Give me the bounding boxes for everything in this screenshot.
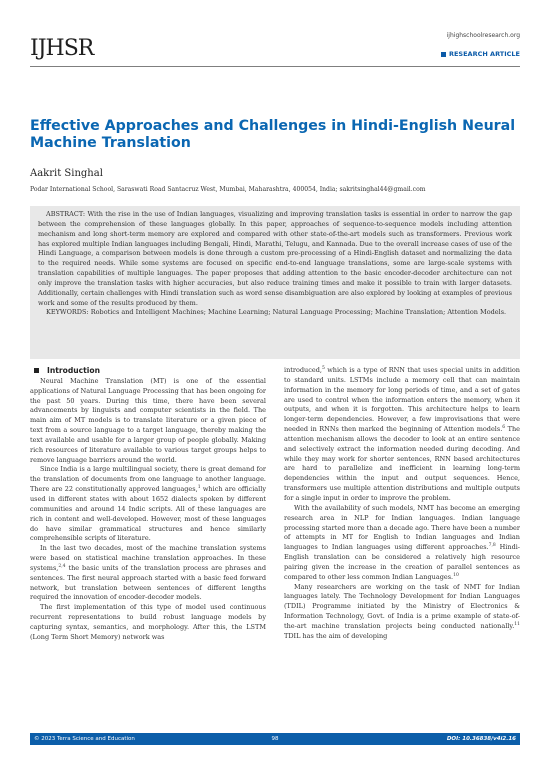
citation-ref[interactable]: 5 (321, 365, 325, 371)
abstract-box (30, 206, 520, 359)
body-paragraph: Since India is a large multilingual society, there is great demand for the translation of documents from one language to another language. There are 22 constitutionally approved languages,$^1$ which are officially used in different states with about 1652 dialects spoken by different communities and around 14 Indic scripts. All of these languages are rich in content and well-developed. However, most of these languages do have similar grammatical structures and hence similarly comprehensible scripts of literature. (30, 465, 267, 543)
keywords-text: Robotics and Intelligent Machines; Machine Learning; Natural Language Processing; Machine Translation; Attention Models. (90, 308, 507, 317)
body-paragraph: Many researchers are working on the task of NMT for Indian languages lately. The Technology Development for Indian Languages (TDIL) Programme initiated by the Ministry of Electronics & Information Technology, Govt. of India is a prime example of state-of-the-art machine translation projects being conducted nationally.$^{11}$ TDIL has the aim of developing (284, 582, 520, 640)
body-paragraph: With the availability of such models, NMT has become an emerging research area in NLP for Indian languages. Indian language processing started more than a decade ago. There have been a number of attempts in MT for English to Indian languages and Indian languages to Indian languages using different approaches.$^{7,8}$ Hindi-English translation can be considered a relatively high resource pairing given the increase in the creation of parallel sentences as compared to other less common Indian Languages.$^{10}$ (284, 503, 521, 581)
body-paragraph: Neural Machine Translation (MT) is one of the essential applications of Natural Language Processing that has been ongoing for the past 50 years. During this time, there have been several advancements by linguists and computer scientists in the field. The main aim of MT models is to translate literature or a given piece of text from a source language to a target language, thereby making the text available and usable for a larger group of people globally. Making rich resources of literature available to various target groups helps to remove language barriers around the world. (30, 376, 266, 464)
article-type-label (441, 50, 520, 58)
page-number: 98 (271, 736, 279, 742)
journal-logo: IJHSR (30, 36, 94, 61)
journal-site-link[interactable]: ijhighschoolresearch.org (446, 32, 520, 39)
article-type-text: RESEARCH ARTICLE (448, 50, 520, 58)
citation-ref[interactable]: 2,4 (58, 563, 66, 569)
section-heading (30, 366, 266, 376)
citation-ref[interactable]: 1 (197, 484, 201, 490)
footer-copyright: © 2023 Terra Science and Education (34, 736, 135, 742)
journal-header (30, 30, 520, 74)
keywords-label: KEYWORDS: (46, 308, 89, 317)
citation-ref[interactable]: 10 (453, 572, 459, 578)
header-divider (30, 66, 520, 67)
paper-title: Effective Approaches and Challenges in Hindi-English Neural Machine Translation (30, 118, 516, 151)
footer-doi[interactable]: DOI: 10.36838/v4i2.16 (446, 736, 516, 742)
citation-ref[interactable]: 6 (502, 424, 506, 430)
section-heading-text: Introduction (47, 366, 101, 375)
square-bullet-icon (34, 368, 39, 373)
body-paragraph: introduced,$^5$ which is a type of RNN that uses special units in addition to standard units. LSTMs include a memory cell that can maintain information in the memory for long periods of time, and a set of gates are used to control when the information enters the memory, when it outputs, and when it is forgotten. This architecture helps to learn longer-term dependencies. However, a few improvisations that were needed in RNNs then marked the beginning of Attention models.$^6$ The attention mechanism allows the decoder to look at an entire sentence and selectively extract the information needed during decoding. And while they may work for shorter sentences, RNN based architectures are hard to parallelize and inefficient in learning long-term dependencies within the input and output sequences. Hence, transformers use multiple attention distributions and multiple outputs for a single input in order to improve the problem. (284, 365, 521, 502)
abstract-label: ABSTRACT: (46, 210, 86, 218)
body-paragraph: The first implementation of this type of model used continuous recurrent representations to build robust language models by capturing syntax, semantics, and morphology. After this, the LSTM (Long Term Short Memory) network was (30, 603, 266, 641)
body-paragraph: In the last two decades, most of the machine translation systems were based on statistical machine translation approaches. In these systems,$^{2,4}$ the basic units of the translation process are phrases and sentences. The first neural approach started with a basic feed forward network, but translation between sentences of different lengths required the innovation of encoder-decoder models. (30, 544, 266, 602)
citation-ref[interactable]: 11 (514, 621, 520, 627)
right-column (284, 366, 520, 642)
left-column (30, 366, 266, 643)
page-footer (30, 733, 520, 745)
abstract-paragraph (38, 210, 512, 308)
keywords-paragraph (38, 308, 512, 318)
square-bullet-icon (441, 52, 446, 57)
abstract-text: With the rise in the use of Indian languages, visualizing and improving translation tasks is essential in order to narrow the gap between the comprehension of these languages globally. In this paper, approaches of sequence-to-sequence models including attention mechanism and long short-term memory are explored and compared with other state-of-the-art models such as transformers. Previous work has explored multiple Indian languages including Bengali, Hindi, Marathi, Telugu, and Kannada. Due to the overall increase cases of use of the Hindi Language, a comparison between models is done through a custom pre-processing of a Hindi-English dataset and normalizing the data to the required needs. While some systems are focused on specific end-to-end language translations, some are large-scale systems with translation capabilities of multiple languages. The paper proposes that adding attention to the basic encoder-decoder architecture can not only improve the translation tasks with higher accuracies, but also reduce training times and make it possible to train with larger datasets. Additionally, certain challenges with Hindi translation such as word sense disambiguation are also explored by looking at examples of previous work and some of the results produced by them. (38, 210, 512, 307)
citation-ref[interactable]: 7,8 (488, 543, 496, 549)
author-affiliation: Podar International School, Saraswati Road Santacruz West, Mumbai, Maharashtra, 400054, India; sakritsinghal44@gmail.com (30, 186, 426, 193)
author-name: Aakrit Singhal (30, 168, 103, 179)
